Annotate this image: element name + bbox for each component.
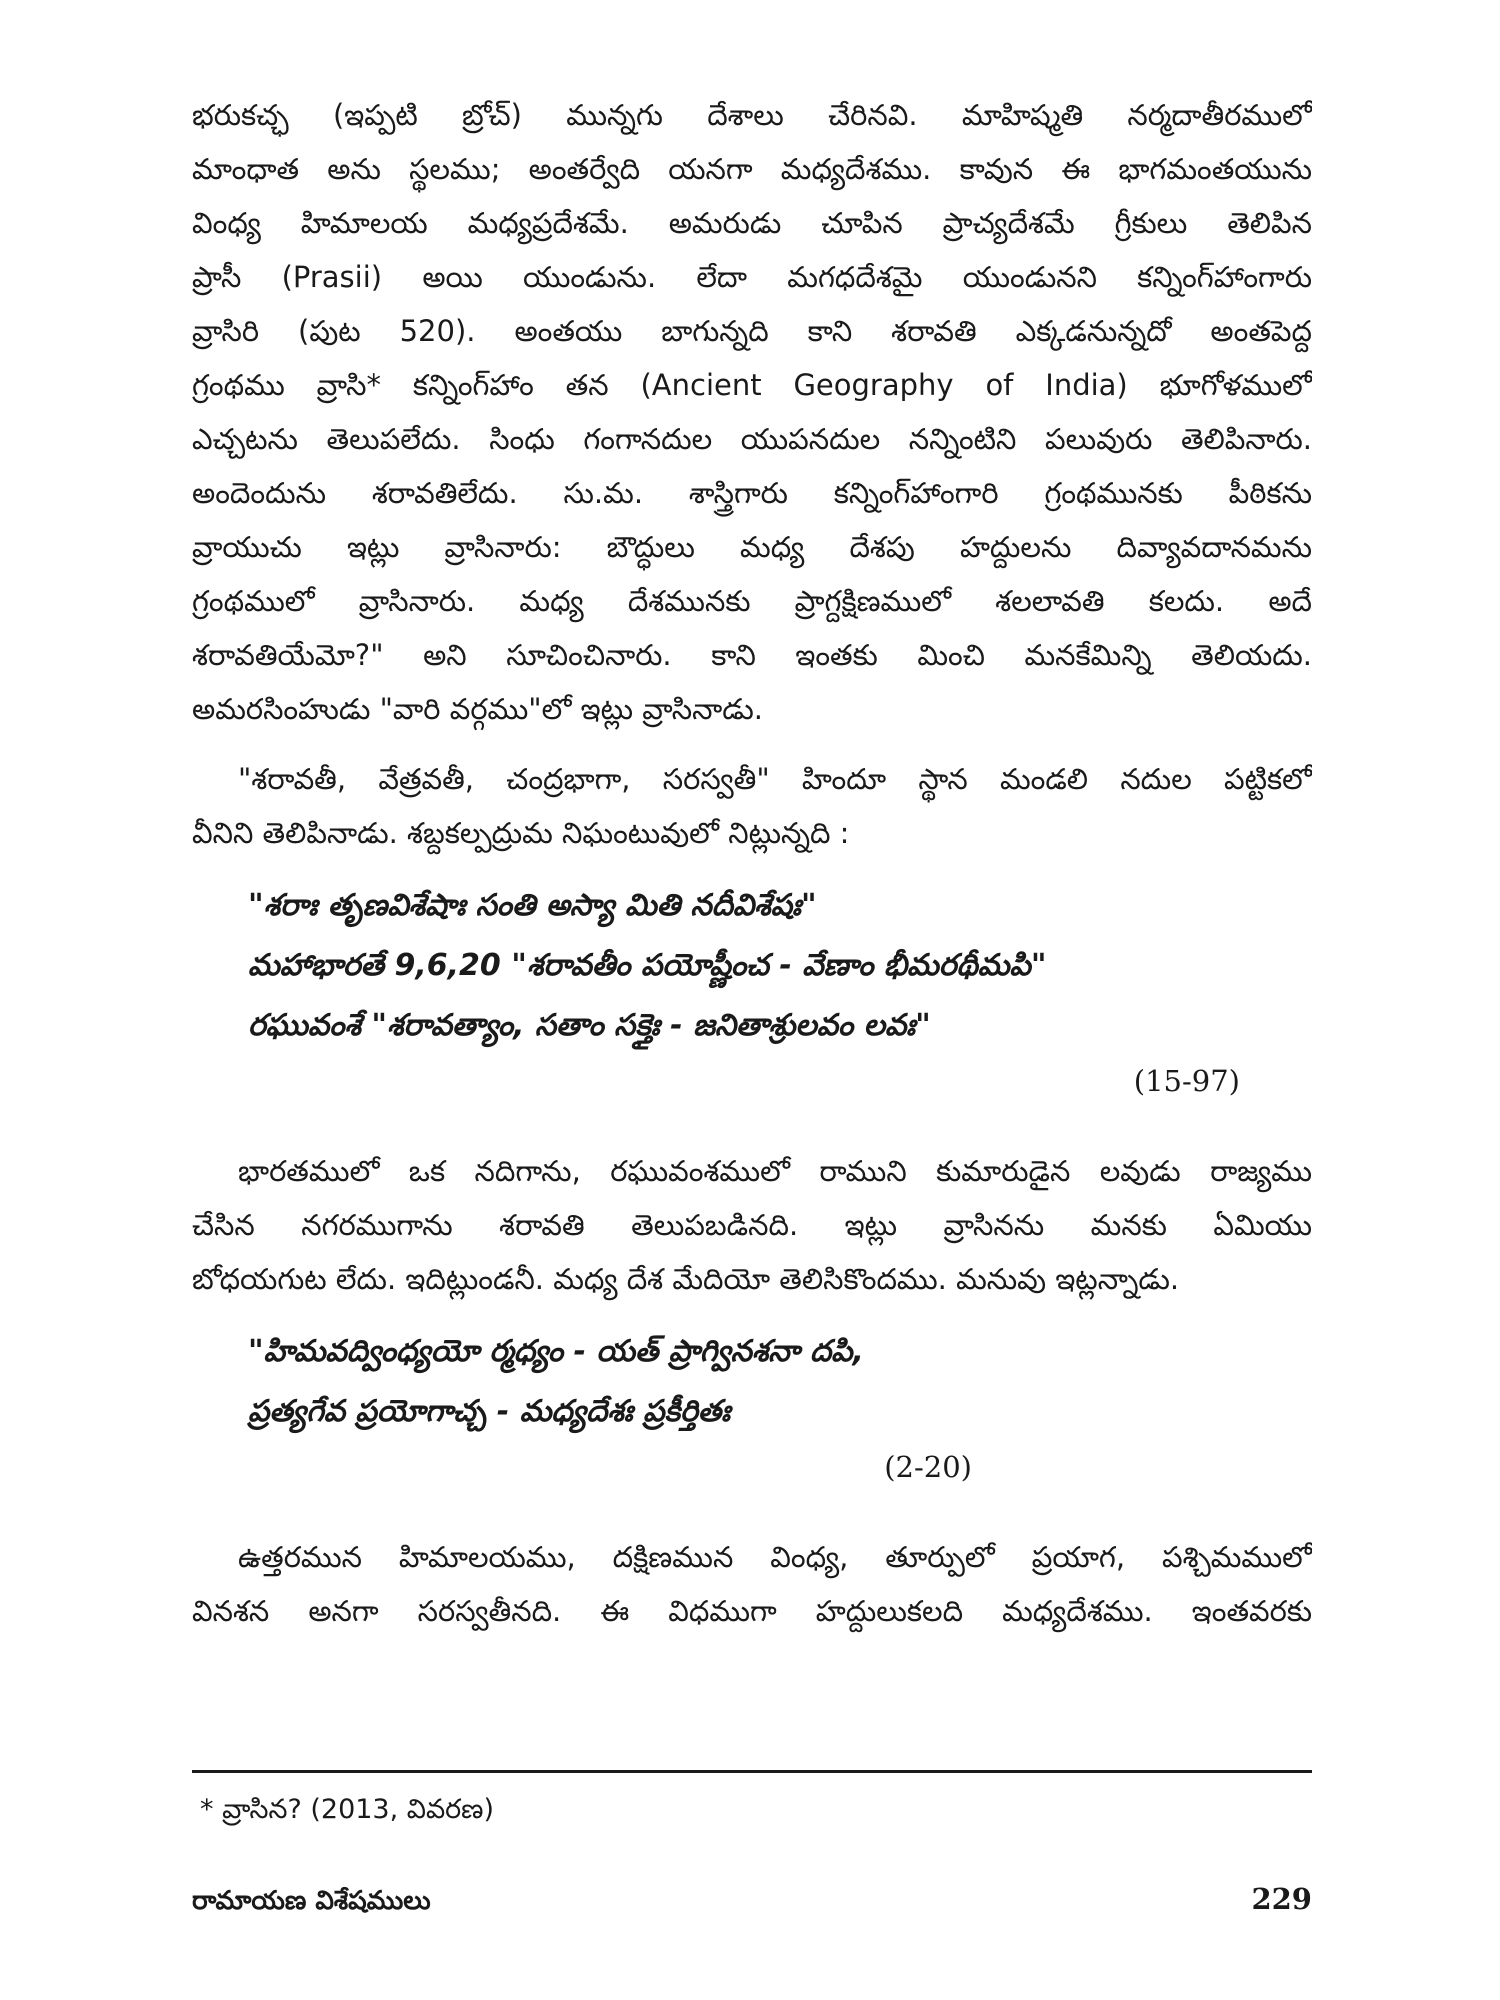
verse-line: మహాభారతే 9,6,20 "శరావతీం పయోష్ణీంచ - వేణాం భీమరథీమపి" — [248, 948, 1047, 983]
text-line: వినశన అనగా సరస్వతీనది. ఈ విధముగా హద్దులుకలది మధ్యదేశము. ఇంతవరకు — [192, 1594, 1312, 1628]
verse-block-2 — [192, 1322, 1312, 1492]
running-footer-title: రామాయణ విశేషములు — [192, 1886, 431, 1916]
text-line: బోధయగుట లేదు. ఇదిట్లుండనీ. మధ్య దేశ మేదియో తెలిసికొందము. మనువు ఇట్లన్నాడు. — [192, 1262, 1180, 1296]
text-line: గ్రంథములో వ్రాసినారు. మధ్య దేశమునకు ప్రాగ్దక్షిణములో శలలావతి కలదు. అదే — [192, 584, 1312, 618]
text-line: వీనిని తెలిపినాడు. శబ్దకల్పద్రుమ నిఘంటువులో నిట్లున్నది : — [192, 816, 850, 850]
verse-line: ప్రత్యగేవ ప్రయోగాచ్చ - మధ్యదేశః ప్రకీర్తితః — [248, 1394, 731, 1429]
text-line: శరావతియేమో?" అని సూచించినారు. కాని ఇంతకు మించి మనకేమిన్ని తెలియదు. — [192, 638, 1312, 672]
text-line: ఎచ్చటను తెలుపలేదు. సింధు గంగానదుల యుపనదుల నన్నింటిని పలువురు తెలిపినారు. — [192, 422, 1312, 456]
text-line: మాంధాత అను స్థలము; అంతర్వేది యనగా మధ్యదేశము. కావున ఈ భాగమంతయును — [192, 152, 1312, 186]
verse-reference: (2-20) — [884, 1450, 972, 1484]
text-line: చేసిన నగరముగాను శరావతి తెలుపబడినది. ఇట్లు వ్రాసినను మనకు ఏమియు — [192, 1208, 1312, 1242]
footnote: * వ్రాసిన? (2013, వివరణ) — [200, 1794, 495, 1825]
text-line: "శరావతీ, వేత్రవతీ, చంద్రభాగా, సరస్వతీ" హిందూ స్థాన మండలి నదుల పట్టికలో — [238, 762, 1312, 796]
verse-line: రఘువంశే "శరావత్యాం, సతాం సక్తైః - జనితాశ్రులవం లవః" — [248, 1008, 931, 1043]
text-line: వింధ్య హిమాలయ మధ్యప్రదేశమే. అమరుడు చూపిన ప్రాచ్యదేశమే గ్రీకులు తెలిపిన — [192, 206, 1312, 240]
text-line: భారతములో ఒక నదిగాను, రఘువంశములో రాముని కుమారుడైన లవుడు రాజ్యము — [238, 1154, 1312, 1188]
paragraph-3 — [192, 1144, 1312, 1306]
text-line: అమరసింహుడు "వారి వర్గము"లో ఇట్లు వ్రాసినాడు. — [192, 692, 763, 726]
verse-reference: (15-97) — [1133, 1064, 1240, 1098]
text-line: వ్రాసిరి (పుట 520). అంతయు బాగున్నది కాని శరావతి ఎక్కడనున్నదో అంతపెద్ద — [192, 314, 1312, 348]
page-body — [192, 88, 1312, 1654]
verse-block-1 — [192, 876, 1312, 1106]
text-line: అందెందును శరావతిలేదు. సు.మ. శాస్త్రిగారు కన్నింగ్‌హాంగారి గ్రంథమునకు పీఠికను — [192, 476, 1312, 510]
paragraph-2 — [192, 752, 1312, 860]
paragraph-1 — [192, 88, 1312, 736]
text-line: ప్రాసీ (Prasii) అయి యుండును. లేదా మగధదేశమై యుండునని కన్నింగ్‌హాంగారు — [192, 260, 1312, 294]
paragraph-4 — [192, 1530, 1312, 1638]
text-line: భరుకచ్ఛ (ఇప్పటి బ్రోచ్) మున్నగు దేశాలు చేరినవి. మాహిష్మతి నర్మదాతీరములో — [192, 98, 1312, 132]
footnote-divider — [192, 1770, 1312, 1773]
verse-line: "శరాః తృణవిశేషాః సంతి అస్యా మితి నదీవిశేషః" — [248, 888, 817, 923]
text-line: ఉత్తరమున హిమాలయము, దక్షిణమున వింధ్య, తూర్పులో ప్రయాగ, పశ్చిమములో — [238, 1540, 1312, 1574]
page-number: 229 — [1251, 1882, 1312, 1916]
verse-line: "హిమవద్వింధ్యయో ర్మధ్యం - యత్ ప్రాగ్వినశనా దపి, — [248, 1334, 864, 1369]
text-line: గ్రంథము వ్రాసి* కన్నింగ్‌హాం తన (Ancient Geography of India) భూగోళములో — [192, 368, 1312, 402]
text-line: వ్రాయుచు ఇట్లు వ్రాసినారు: బౌద్ధులు మధ్య దేశపు హద్దులను దివ్యావదానమను — [192, 530, 1312, 564]
